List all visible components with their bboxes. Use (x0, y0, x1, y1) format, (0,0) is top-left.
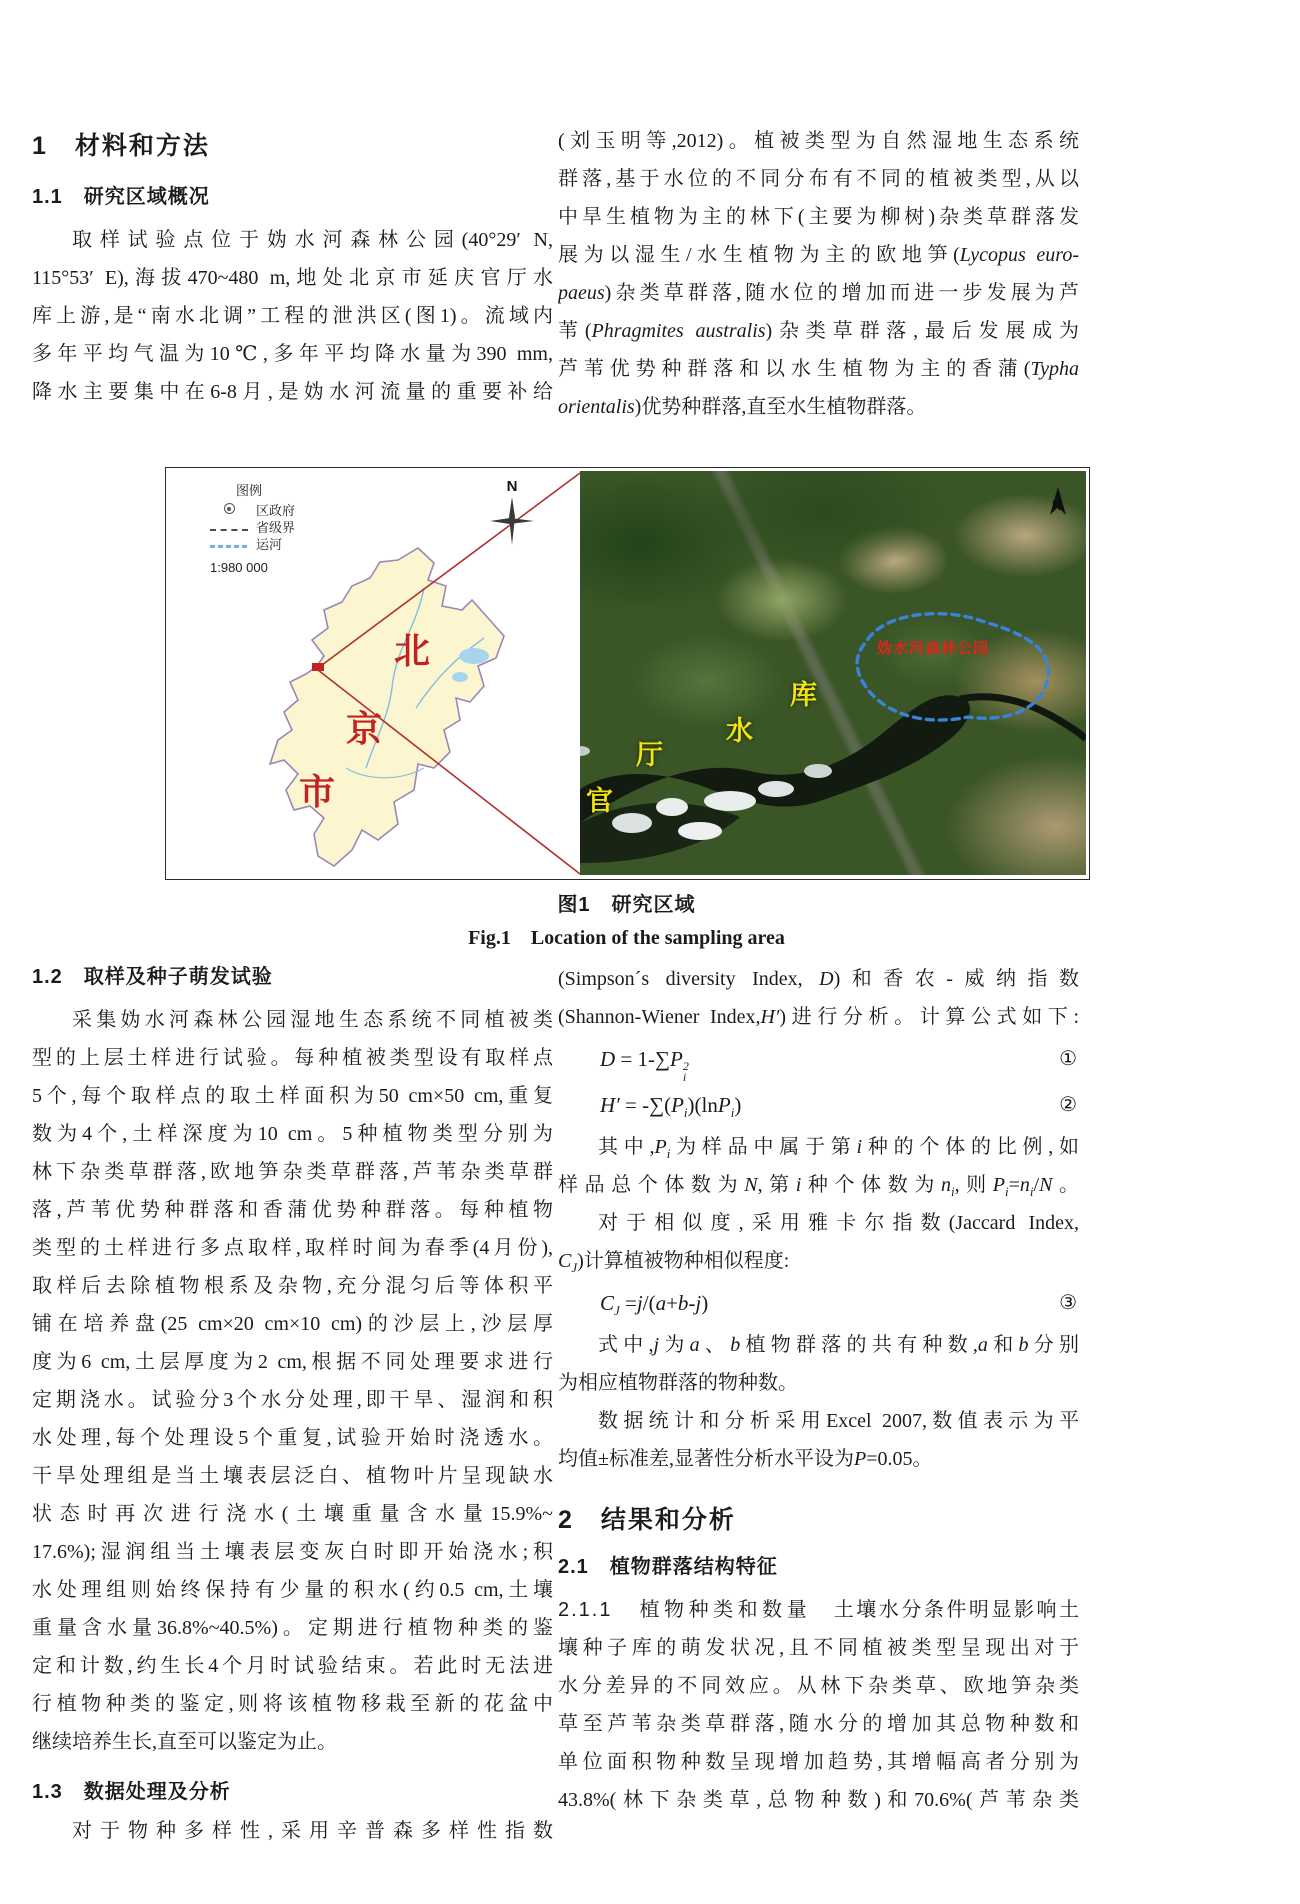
text-line: 5个,每个取样点的取土样面积为50 cm×50 cm,重复 (32, 1085, 553, 1107)
text-line: (刘玉明等,2012)。植被类型为自然湿地生态系统 (558, 130, 1079, 152)
water-body (452, 672, 468, 682)
text-line: 2.1.1 植物种类和数量 土壤水分条件明显影响土 (558, 1599, 1079, 1621)
text-line: 43.8%(林下杂类草,总物种数)和70.6%(芦苇杂类 (558, 1789, 1079, 1811)
ice-patch (656, 798, 688, 816)
text-line: (Simpson´s diversity Index, D)和香农-威纳指数 (558, 968, 1079, 990)
text-line: 多年平均气温为10℃,多年平均降水量为390 mm, (32, 343, 553, 365)
equation-number: ③ (1059, 1292, 1077, 1314)
compass-rose (484, 478, 540, 552)
equation-number: ② (1059, 1094, 1077, 1116)
equation-shannon (558, 1082, 1079, 1128)
section-heading-1-1: 1.1 研究区域概况 (32, 186, 210, 208)
figure-1-location-map (165, 467, 1090, 880)
text-line: 其中$,P_i$为样品中属于第i种的个体的比例,如 (598, 1136, 1079, 1161)
study-area-paragraph (32, 221, 553, 411)
satellite-overlay (580, 471, 1086, 875)
map-scale: 1:980 000 (210, 560, 268, 575)
text-line: 群落,基于水位的不同分布有不同的植被类型,从以 (558, 168, 1079, 190)
text-line: paeus)杂类草群落,随水位的增加而进一步发展为芦 (558, 282, 1079, 304)
reservoir-label-shui: 水 (726, 716, 753, 746)
text-line: 水处理,每个处理设5个重复,试验开始时浇透水。 (32, 1427, 553, 1449)
figure-caption-en: Fig.1 Location of the sampling area (468, 927, 785, 949)
text-line: 水处理组则始终保持有少量的积水(约0.5 cm,土壤 (32, 1579, 553, 1601)
text-line: 降水主要集中在6-8月,是妫水河流量的重要补给 (32, 381, 553, 403)
text-line: 库上游,是“南水北调”工程的泄洪区(图1)。流域内 (32, 305, 553, 327)
text-line: 状态时再次进行浇水(土壤重量含水量15.9%~ (32, 1503, 553, 1525)
text-line: 行植物种类的鉴定,则将该植物移栽至新的花盆中 (32, 1693, 553, 1715)
ice-patch (612, 813, 652, 833)
legend-title: 图例 (236, 483, 263, 498)
text-line: 对于相似度,采用雅卡尔指数(Jaccard Index, (598, 1212, 1079, 1234)
results-paragraph (558, 1591, 1079, 1819)
section-heading-1: 1 材料和方法 (32, 132, 210, 160)
text-line: orientalis)优势种群落,直至水生植物群落。 (558, 396, 927, 418)
text-line: 单位面积物种数呈现增加趋势,其增幅高者分别为 (558, 1751, 1079, 1773)
ice-patch (580, 746, 590, 756)
text-line: 式中,j为a、b植物群落的共有种数,a和b分别 (598, 1334, 1079, 1356)
map-label-shi: 市 (299, 771, 336, 812)
text-line: $C_J$)计算植被物种相似程度: (558, 1250, 790, 1275)
legend-item-canal (210, 535, 295, 552)
figure-caption-cn: 图1 研究区域 (557, 894, 696, 916)
legend-label: 区政府 (256, 503, 296, 518)
text-line: 取样试验点位于妫水河森林公园(40°29′ N, (72, 229, 553, 251)
text-line: 数据统计和分析采用Excel 2007,数值表示为平 (598, 1410, 1079, 1432)
sampling-site-marker (312, 663, 324, 671)
text-line: 定期浇水。试验分3个水分处理,即干旱、湿润和积 (32, 1389, 553, 1411)
reservoir-label-ting: 厅 (636, 740, 663, 770)
text-line: 为相应植物群落的物种数。 (558, 1372, 798, 1394)
text-line: 干旱处理组是当土壤表层泛白、植物叶片呈现缺水 (32, 1465, 553, 1487)
reservoir-label-ku: 库 (790, 680, 817, 710)
text-line: 水分差异的不同效应。从林下杂类草、欧地笋杂类 (558, 1675, 1079, 1697)
compass-star-icon (489, 495, 535, 547)
text-line: 均值±标准差,显著性分析水平设为P=0.05。 (558, 1448, 933, 1470)
equation-body: $C_J =j/(a+b-j)$ (600, 1291, 709, 1319)
reservoir-miyun (459, 648, 489, 664)
index-explanation-paragraph (558, 1128, 1079, 1204)
text-line: 重量含水量36.8%~40.5%)。定期进行植物种类的鉴 (32, 1617, 553, 1639)
text-line: 对于物种多样性,采用辛普森多样性指数 (72, 1820, 553, 1842)
jaccard-explanation-paragraph (558, 1326, 1079, 1402)
equation-body: $H' = -\sum(P_i)(\ln P_i)$ (600, 1093, 742, 1121)
text-line: 115°53′ E),海拔470~480 m,地处北京市延庆官厅水 (32, 267, 553, 289)
ice-patch (804, 764, 832, 778)
legend-label: 运河 (256, 537, 283, 552)
section-heading-2: 2 结果和分析 (558, 1506, 736, 1534)
right-column-top (558, 122, 1079, 426)
section-heading-1-2: 1.2 取样及种子萌发试验 (32, 966, 273, 988)
sampling-method-paragraph (32, 1001, 553, 1761)
text-line: 壤种子库的萌发状况,且不同植被类型呈现出对于 (558, 1637, 1079, 1659)
right-column-bottom (558, 960, 1079, 1819)
ice-patch (758, 781, 794, 797)
text-line: 中旱生植物为主的林下(主要为柳树)杂类草群落发 (558, 206, 1079, 228)
text-line: 类型的土样进行多点取样,取样时间为春季(4月份), (32, 1237, 553, 1259)
section-heading-1-3: 1.3 数据处理及分析 (32, 1781, 231, 1803)
legend-item-province-boundary (210, 518, 295, 535)
text-line: 定和计数,约生长4个月时试验结束。若此时无法进 (32, 1655, 553, 1677)
satellite-north-label: N (1051, 497, 1062, 513)
equation-jaccard (558, 1280, 1079, 1326)
text-line: (Shannon-Wiener Index,H′)进行分析。计算公式如下: (558, 1006, 1079, 1028)
legend-item-district-gov (210, 501, 295, 518)
equation-simpson (558, 1036, 1079, 1082)
text-line: 草至芦苇杂类草群落,随水分的增加其总物种数和 (558, 1713, 1079, 1735)
satellite-image (580, 471, 1086, 875)
equation-body: D = 1-∑P 2 i (600, 1047, 689, 1084)
vegetation-paragraph (558, 122, 1079, 426)
reservoir-label-guan: 官 (586, 786, 613, 816)
text-line: 落,芦苇优势种群落和香蒲优势种群落。每种植物 (32, 1199, 553, 1221)
map-label-jing: 京 (346, 708, 383, 749)
province-boundary-icon (210, 519, 248, 534)
canal-icon (210, 536, 248, 551)
beijing-boundary-shape (270, 548, 504, 866)
text-line: 林下杂类草群落,欧地笋杂类草群落,芦苇杂类草群 (32, 1161, 553, 1183)
district-gov-icon (210, 502, 248, 517)
text-line: 采集妫水河森林公园湿地生态系统不同植被类 (72, 1009, 553, 1031)
left-column-bottom (32, 960, 553, 1850)
text-line: 样品总个体数为N,第i种个体数为$n_i$,则$P_i=n_i/N$。 (558, 1174, 1079, 1199)
ice-patch (704, 791, 756, 811)
text-line: 铺在培养盘(25 cm×20 cm×10 cm)的沙层上,沙层厚 (32, 1313, 553, 1335)
text-line: 取样后去除植物根系及杂物,充分混匀后等体积平 (32, 1275, 553, 1297)
text-line: 度为6 cm,土层厚度为2 cm,根据不同处理要求进行 (32, 1351, 553, 1373)
analysis-intro-paragraph (32, 1812, 553, 1850)
text-line: 数为4个,土样深度为10 cm。5种植物类型分别为 (32, 1123, 553, 1145)
statistics-paragraph (558, 1402, 1079, 1478)
park-name-label: 妫水河森林公园 (877, 640, 990, 657)
text-line: 芦苇优势种群落和以水生植物为主的香蒲(Typha (558, 358, 1079, 380)
ice-patch (678, 822, 722, 840)
text-line: 展为以湿生/水生植物为主的欧地笋(Lycopus euro- (558, 244, 1079, 266)
equation-number: ① (1059, 1048, 1077, 1070)
legend-label: 省级界 (256, 520, 296, 535)
diversity-index-paragraph (558, 960, 1079, 1036)
text-line: 型的上层土样进行试验。每种植被类型设有取样点 (32, 1047, 553, 1069)
section-heading-2-1: 2.1 植物群落结构特征 (558, 1556, 778, 1578)
jaccard-intro-paragraph (558, 1204, 1079, 1280)
compass-north-label: N (506, 478, 518, 495)
text-line: 17.6%);湿润组当土壤表层变灰白时即开始浇水;积 (32, 1541, 553, 1563)
map-label-bei: 北 (394, 630, 431, 671)
text-line: 继续培养生长,直至可以鉴定为止。 (32, 1731, 337, 1753)
left-column-top (32, 126, 553, 411)
text-line: 苇(Phragmites australis)杂类草群落,最后发展成为 (558, 320, 1079, 342)
map-legend (210, 480, 295, 575)
